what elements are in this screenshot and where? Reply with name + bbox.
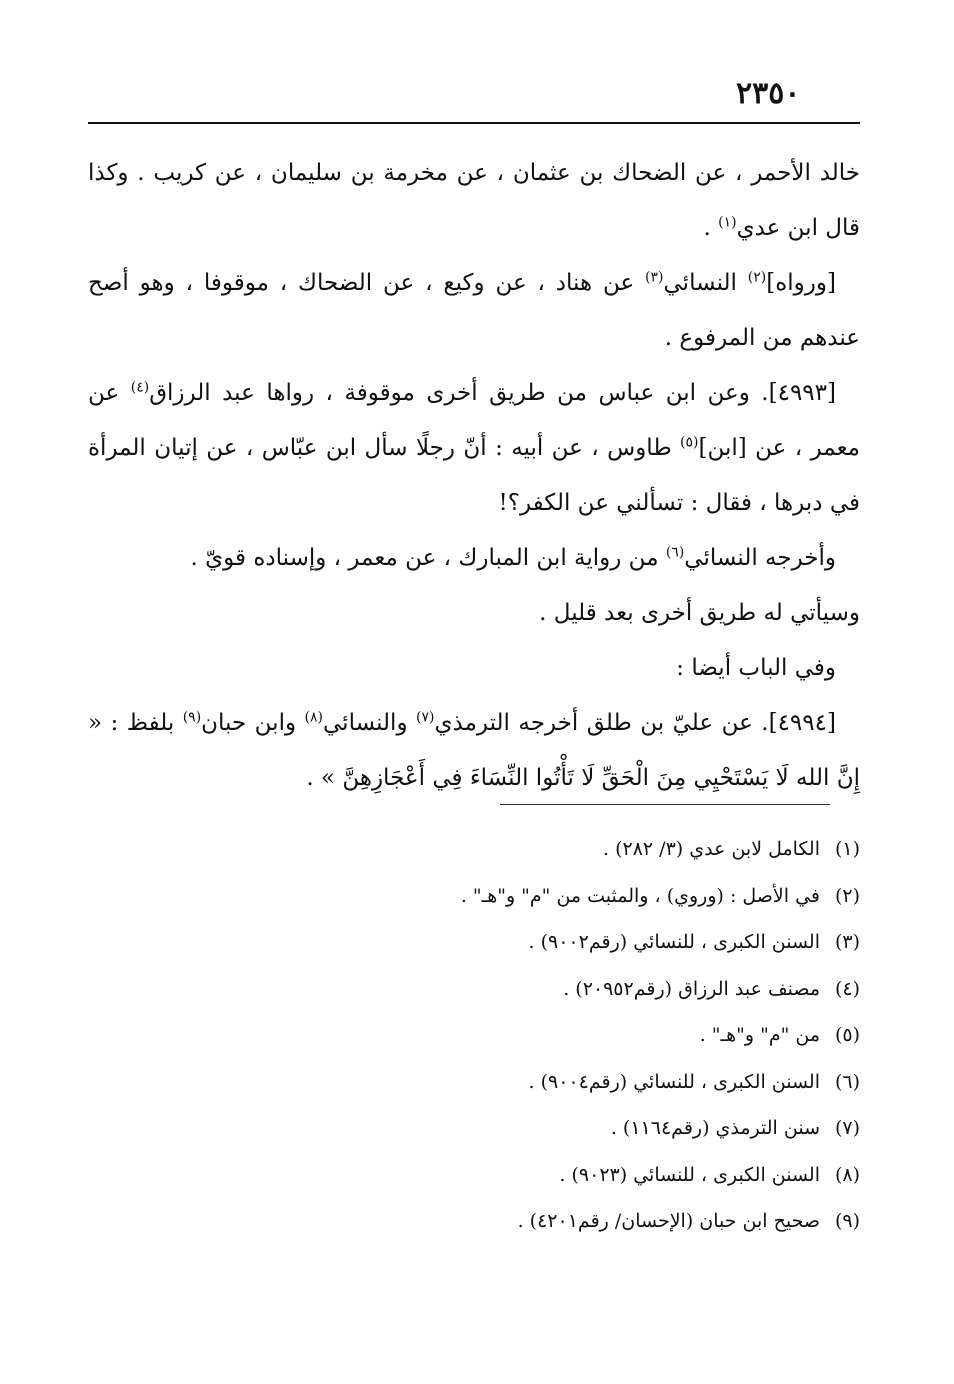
text-line: . <box>703 215 719 241</box>
footnote-item <box>300 1105 860 1152</box>
footnote-item <box>300 1152 860 1199</box>
footnote-ref-1[interactable]: (١) <box>718 214 737 231</box>
text-line: [٤٩٩٣]. وعن ابن عباس من طريق أخرى موقوفة ، رواها عبد الرزاق <box>149 380 836 406</box>
footnote-text: مصنف عبد الرزاق (رقم٢٠٩٥٢) . <box>563 977 820 1000</box>
text-line: [ورواه] <box>766 270 836 296</box>
footnote-text: سنن الترمذي (رقم١١٦٤) . <box>610 1117 820 1139</box>
footnote-ref-5[interactable]: (٥) <box>680 434 699 451</box>
text-line: وأخرجه النسائي <box>684 545 836 571</box>
footnote-text: السنن الكبرى ، للنسائي (رقم٩٠٠٢) . <box>528 931 820 953</box>
footnote-number: (٧) <box>834 1117 860 1139</box>
text-line: وابن حبان <box>201 710 305 736</box>
footnote-item <box>300 873 860 920</box>
text-line: وكذا قال ابن عدي <box>88 160 860 241</box>
text-line: عن هناد ، عن وكيع ، عن الضحاك ، موقوفا ، وهو أصح عندهم من المرفوع . <box>88 270 860 351</box>
footnote-number: (٤) <box>834 977 860 1000</box>
footnote-text: الكامل لابن عدي (٣/ ٢٨٢) . <box>602 838 820 860</box>
hadith-quote: بلفظ : « إِنَّ الله لَا يَسْتَحْيِي مِنَ الْحَقِّ لَا تَأْتُوا النِّسَاءَ فِي أَعْجَازِهِنَّ » . <box>88 710 860 791</box>
footnote-ref-9[interactable]: (٩) <box>182 709 202 726</box>
footnote-ref-8[interactable]: (٨) <box>304 709 324 726</box>
footnote-text: في الأصل : (وروي) ، والمثبت من "م" و"هـ" . <box>460 884 820 907</box>
footnote-item <box>300 1012 860 1059</box>
footnote-number: (٨) <box>834 1163 860 1186</box>
footnote-ref-2[interactable]: (٢) <box>747 269 767 286</box>
main-text <box>88 146 860 806</box>
footnote-number: (٥) <box>834 1024 860 1046</box>
footnote-ref-6[interactable]: (٦) <box>665 544 685 561</box>
text-line: والنسائي <box>323 710 417 736</box>
footnote-item <box>300 919 860 966</box>
footnote-item <box>300 1059 860 1106</box>
footnote-number: (٣) <box>834 931 860 953</box>
footnote-text: من "م" و"هـ" . <box>699 1024 820 1046</box>
footnote-number: (٦) <box>834 1070 860 1093</box>
footnote-text: السنن الكبرى ، للنسائي (رقم٩٠٠٤) . <box>528 1070 820 1093</box>
paragraph-4 <box>88 531 860 586</box>
header-rule <box>88 122 860 124</box>
text-line: من رواية ابن المبارك ، عن معمر ، وإسناده قويّ . <box>190 545 666 571</box>
paragraph-5 <box>88 586 860 641</box>
footnote-ref-3[interactable]: (٣) <box>645 269 664 286</box>
paragraph-1 <box>88 146 860 256</box>
text-line: وسيأتي له طريق أخرى بعد قليل . <box>539 600 860 626</box>
paragraph-3 <box>88 366 860 531</box>
footnote-number: (٩) <box>834 1210 860 1232</box>
footnote-text: السنن الكبرى ، للنسائي (٩٠٢٣) . <box>559 1163 820 1186</box>
footnote-number: (١) <box>834 838 860 860</box>
footnote-item <box>300 826 860 873</box>
paragraph-2 <box>88 256 860 366</box>
text-line: خالد الأحمر ، عن الضحاك بن عثمان ، عن مخرمة بن سليمان ، عن كريب . <box>137 160 860 186</box>
footnote-ref-7[interactable]: (٧) <box>416 709 435 726</box>
text-line: عن معمر ، عن [ابن] <box>88 380 860 461</box>
footnote-ref-4[interactable]: (٤) <box>130 379 150 396</box>
footnote-number: (٢) <box>834 884 860 907</box>
footnote-item <box>300 1198 860 1245</box>
footnote-item <box>300 966 860 1013</box>
footnote-rule <box>500 804 830 805</box>
page-number: ٢٣٥٠ <box>736 76 801 111</box>
text-line: النسائي <box>663 270 748 296</box>
paragraph-6 <box>88 641 860 696</box>
text-line: [٤٩٩٤]. عن عليّ بن طلق أخرجه الترمذي <box>434 710 836 736</box>
paragraph-7 <box>88 696 860 806</box>
text-line: وفي الباب أيضا : <box>676 655 836 681</box>
footnote-text: صحيح ابن حبان (الإحسان/ رقم٤٢٠١) . <box>517 1210 820 1232</box>
text-line: طاوس ، عن أبيه : أنّ رجلًا سأل ابن عبّاس ، عن إتيان المرأة في دبرها ، فقال : تسألني عن الكفر؟! <box>88 435 860 516</box>
footnotes-list <box>300 826 860 1245</box>
